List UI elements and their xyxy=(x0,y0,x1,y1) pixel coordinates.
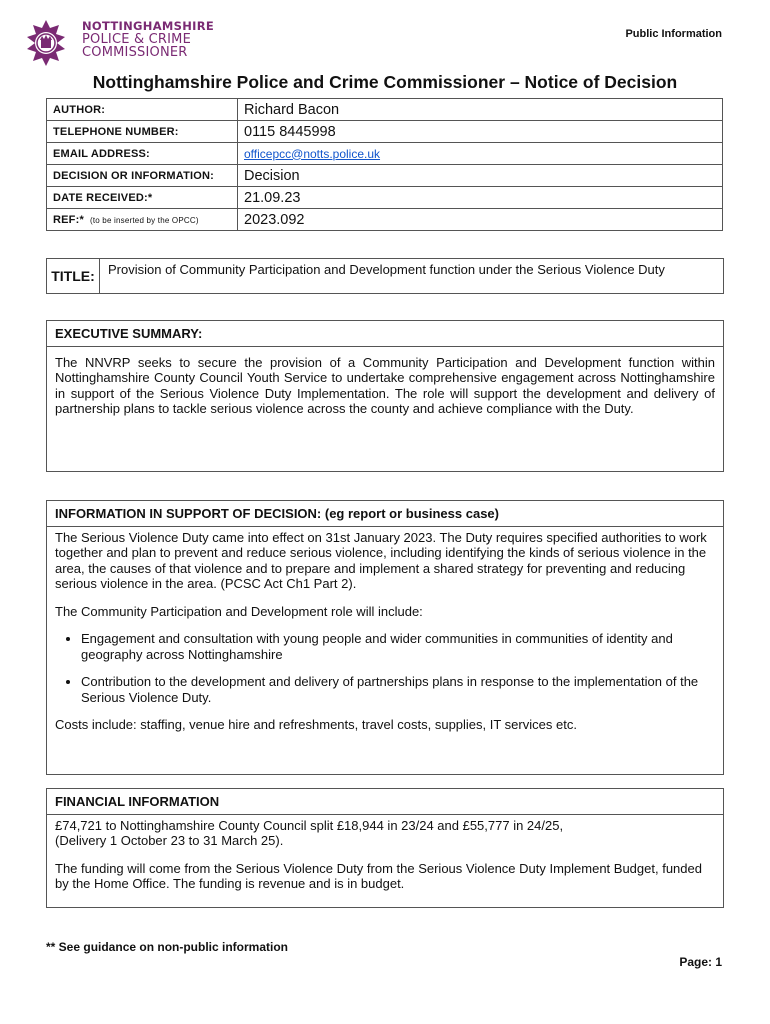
email-label: EMAIL ADDRESS: xyxy=(47,143,238,165)
email-row xyxy=(47,143,723,165)
page-number: Page: 1 xyxy=(679,955,722,969)
phone-label: TELEPHONE NUMBER: xyxy=(47,121,238,143)
logo-line-1: NOTTINGHAMSHIRE xyxy=(82,19,215,33)
executive-summary-box xyxy=(46,320,724,472)
author-row xyxy=(47,99,723,121)
financial-line-2: (Delivery 1 October 23 to 31 March 25). xyxy=(55,833,284,848)
decision-value: Decision xyxy=(238,165,723,187)
phone-value: 0115 8445998 xyxy=(238,121,723,143)
ref-row xyxy=(47,209,723,231)
information-paragraph-3: Costs include: staffing, venue hire and refreshments, travel costs, supplies, IT services etc. xyxy=(55,717,577,732)
email-link[interactable]: officepcc@notts.police.uk xyxy=(244,146,381,161)
executive-summary-heading: EXECUTIVE SUMMARY: xyxy=(47,321,723,347)
police-crest-icon xyxy=(24,18,68,68)
ref-value: 2023.092 xyxy=(238,209,723,231)
list-item: • Engagement and consultation with young people and wider communities in communities of identity and geography across Nottinghamshire xyxy=(81,631,715,662)
date-value: 21.09.23 xyxy=(238,187,723,209)
decision-title-box xyxy=(46,258,724,294)
information-paragraph-1: The Serious Violence Duty came into effect on 31st January 2023. The Duty requires specified authorities to work together and plan to prevent and reduce serious violence, including identifying the kinds of serious violence in the area, the causes of that violence and to prepare and implement a shared strategy for preventing and reducing serious violence in the area. (PCSC Act Ch1 Part 2). xyxy=(55,529,707,591)
title-label: TITLE: xyxy=(47,259,100,293)
financial-paragraph-2: The funding will come from the Serious Violence Duty from the Serious Violence Duty Implement Budget, funded by the Home Office. The funding is revenue and is in budget. xyxy=(55,860,702,891)
date-row xyxy=(47,187,723,209)
decision-label: DECISION OR INFORMATION: xyxy=(47,165,238,187)
author-label: AUTHOR: xyxy=(47,99,238,121)
decision-row xyxy=(47,165,723,187)
decision-metadata-table xyxy=(46,98,723,231)
ref-label: REF:* xyxy=(53,213,84,226)
phone-row xyxy=(47,121,723,143)
information-box xyxy=(46,500,724,775)
classification-label: Public Information xyxy=(625,28,722,40)
author-value: Richard Bacon xyxy=(238,99,723,121)
title-text: Provision of Community Participation and Development function under the Serious Violence Duty xyxy=(108,262,665,277)
financial-heading: FINANCIAL INFORMATION xyxy=(47,789,723,815)
logo-line-3: COMMISSIONER xyxy=(82,45,188,60)
information-paragraph-2: The Community Participation and Development role will include: xyxy=(55,603,423,619)
logo-line-2: POLICE & CRIME xyxy=(82,32,192,47)
non-public-guidance-note: ** See guidance on non-public information xyxy=(46,940,289,954)
opcc-logo xyxy=(24,18,215,70)
date-label: DATE RECEIVED:* xyxy=(47,187,238,209)
list-item: • Contribution to the development and delivery of partnerships plans in response to the implementation of the Serious Violence Duty. xyxy=(81,674,715,705)
financial-box xyxy=(46,788,724,908)
executive-summary-text: The NNVRP seeks to secure the provision of a Community Participation and Development function within Nottinghamshire County Council Youth Service to undertake comprehensive engagement across Nottinghamshire in support of the Serious Violence Duty Implementation. The role will support the development and delivery of partnership plans to tackle serious violence across the county and achieve compliance with the Duty. xyxy=(55,354,715,416)
financial-line-1: £74,721 to Nottinghamshire County Council split £18,944 in 23/24 and £55,777 in 24/25, xyxy=(55,817,564,833)
page-title: Nottinghamshire Police and Crime Commissioner – Notice of Decision xyxy=(92,72,678,92)
information-heading: INFORMATION IN SUPPORT OF DECISION: (eg report or business case) xyxy=(47,501,723,527)
role-bullet-list xyxy=(55,631,715,705)
ref-label-cell xyxy=(47,209,238,231)
ref-note: (to be inserted by the OPCC) xyxy=(89,215,199,225)
